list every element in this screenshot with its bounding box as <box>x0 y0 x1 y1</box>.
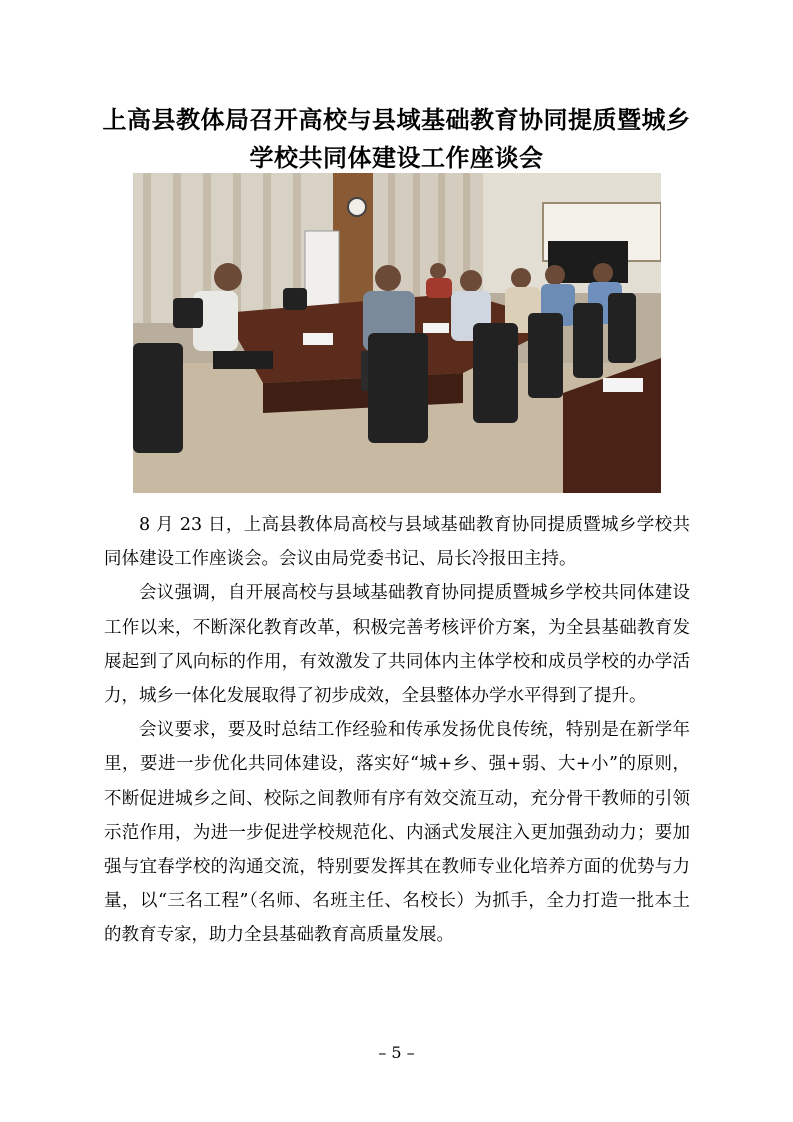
paragraph-1: 8 月 23 日，上高县教体局高校与县域基础教育协同提质暨城乡学校共同体建设工作座谈会。会议由局党委书记、局长冷报田主持。 <box>104 515 690 570</box>
paragraph-2: 会议强调，自开展高校与县域基础教育协同提质暨城乡学校共同体建设工作以来，不断深化教育改革，积极完善考核评价方案，为全县基础教育发展起到了风向标的作用，有效激发了共同体内主体学校和成员学校的办学活力，城乡一体化发展取得了初步成效，全县整体办学水平得到了提升。 <box>104 583 690 707</box>
page-title-line-1: 上高县教体局召开高校与县域基础教育协同提质暨城乡 <box>102 106 691 134</box>
page-title-line-2: 学校共同体建设工作座谈会 <box>249 144 544 172</box>
paragraph-3: 会议要求，要及时总结工作经验和传承发扬优良传统，特别是在新学年里，要进一步优化共同体建设，落实好“城+乡、强+弱、大+小”的原则，不断促进城乡之间、校际之间教师有序有效交流互动，充分骨干教师的引领示范作用，为进一步促进学校规范化、内涵式发展注入更加强劲动力；要加强与宜春学校的沟通交流，特别要发挥其在教师专业化培养方面的优势与力量，以“三名工程”（名师、名班主任、名校长）为抓手，全力打造一批本土的教育专家，助力全县基础教育高质量发展。 <box>104 720 690 946</box>
meeting-photo <box>133 173 661 493</box>
page-number: – 5 – <box>378 1043 415 1062</box>
article-body <box>104 508 690 953</box>
